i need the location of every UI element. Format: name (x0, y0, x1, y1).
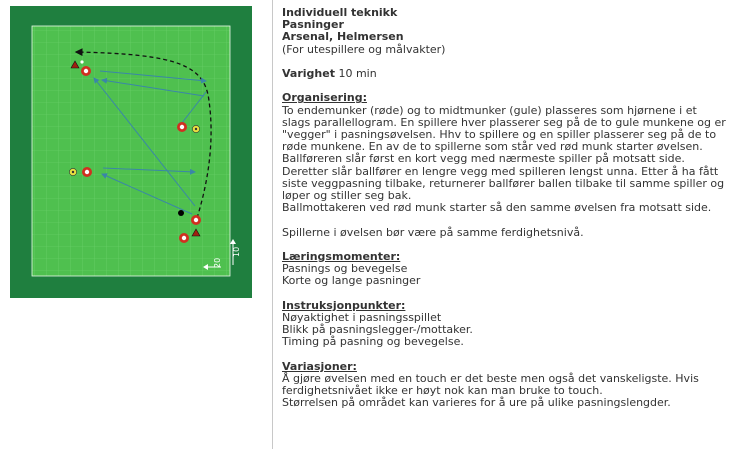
player-red (191, 215, 201, 225)
field-svg (10, 6, 252, 298)
list-item: Pasnings og bevegelse (282, 262, 408, 276)
text-line: ferdighetsnivået ikke er høyt nok kan man bruke to touch. (282, 384, 603, 398)
scale-x-label: 20 (213, 257, 222, 268)
list-item: Timing på pasning og bevegelse. (282, 335, 464, 349)
section-heading-instruksjonpunkter: Instruksjonpunkter: (282, 298, 406, 312)
text-line: "vegger" i pasningsøvelsen. Hhv to spillere og en spiller plasserer seg på de to (282, 128, 717, 141)
text-line: Størrelsen på området kan varieres for å ure på ulike pasningslengder. (282, 396, 671, 410)
text-line: røde munkene. En av de to spillerne som står ved rød munk starter øvelsen. (282, 140, 703, 154)
player-red (177, 122, 187, 132)
exercise-title: Individuell teknikk (282, 6, 398, 19)
section-heading-laeringsmomenter: Læringsmomenter: (282, 250, 401, 263)
section-heading-organisering: Organisering: (282, 91, 367, 105)
text-line: Å gjøre øvelsen med en touch er det beste men også det vanskeligste. Hvis (282, 372, 699, 385)
exercise-audience: (For utespillere og målvakter) (282, 42, 446, 56)
exercise-subtitle: Pasninger (282, 18, 344, 32)
text-line: siste veggpasning tilbake, returnerer ballfører ballen tilbake til samme spiller og (282, 176, 725, 190)
duration-label: Varighet (282, 67, 335, 80)
section-heading-variasjoner: Variasjoner: (282, 359, 357, 373)
organisering-note: Spillerne i øvelsen bør være på samme ferdighetsnivå. (282, 225, 584, 239)
list-item: Blikk på pasningslegger-/mottaker. (282, 323, 473, 337)
duration-row (282, 68, 738, 80)
text-line: Deretter slår ballfører en lengre vegg med spilleren lengst unna. Etter å ha fått (282, 164, 719, 178)
exercise-diagram (10, 6, 252, 298)
cone-yellow (69, 168, 76, 175)
player-red (179, 233, 189, 243)
divider (272, 0, 273, 449)
organisering-text (282, 105, 738, 215)
duration-value: 10 min (338, 67, 377, 80)
player-red (82, 167, 92, 177)
variasjoner-text (282, 373, 738, 410)
text-line: Ballføreren slår først en kort vegg med nærmeste spiller på motsatt side. (282, 152, 685, 166)
player-red (81, 66, 91, 76)
list-item: Nøyaktighet i pasningsspillet (282, 311, 442, 324)
exercise-description (282, 7, 738, 410)
text-line: To endemunker (røde) og to midtmunker (gule) plasseres som hjørnene i et (282, 103, 697, 117)
text-line: løper og stiller seg bak. (282, 189, 412, 203)
scale-y-label: 10 (232, 246, 241, 257)
list-item: Korte og lange pasninger (282, 274, 421, 288)
ball (80, 60, 83, 63)
text-line: slags parallellogram. En spillere hver plasserer seg på de to gule munkene og er (282, 115, 726, 129)
cone-yellow (192, 125, 199, 132)
text-line: Ballmottakeren ved rød munk starter så den samme øvelsen fra motsatt side. (282, 201, 712, 215)
exercise-author: Arsenal, Helmersen (282, 30, 404, 44)
ball (178, 210, 184, 216)
